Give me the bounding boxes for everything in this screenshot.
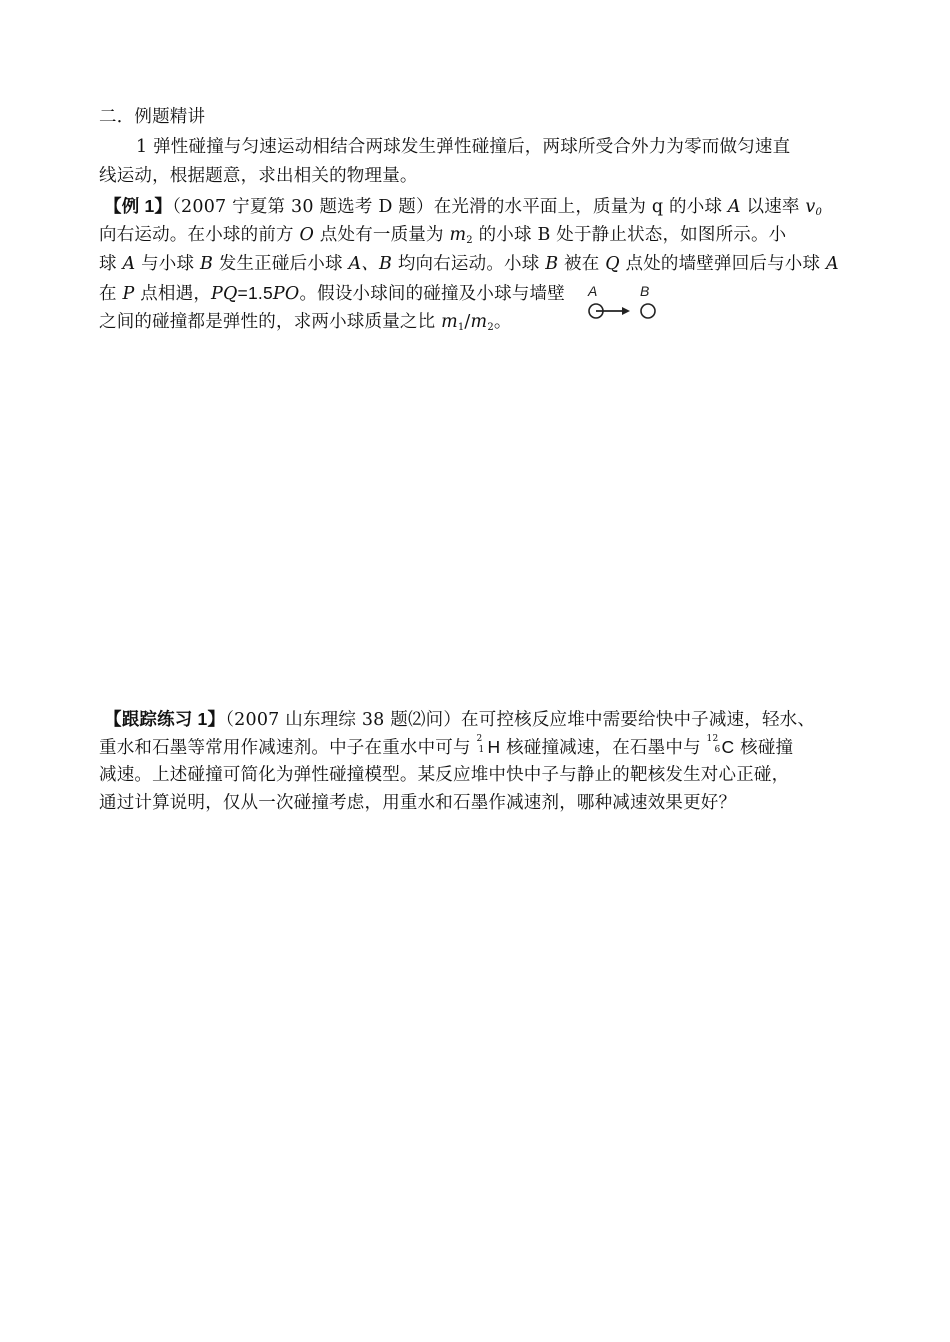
isotope-mass: 2 xyxy=(476,734,483,744)
equation-value: =1.5 xyxy=(237,283,273,303)
symbol-po: PO xyxy=(272,284,300,304)
text-segment: 均向右运动。小球 xyxy=(392,254,546,274)
practice1-line-1 xyxy=(104,706,815,733)
text-segment: 核碰撞 xyxy=(734,738,794,758)
symbol-p: P xyxy=(122,284,135,304)
isotope-h-scripts xyxy=(476,734,487,757)
text-segment: 重水和石墨等常用作减速剂。中子在重水中可与 xyxy=(99,738,477,758)
element-h: H xyxy=(487,737,501,757)
text-segment: 球 xyxy=(99,254,123,274)
symbol-a: A xyxy=(122,254,136,274)
isotope-mass: 12 xyxy=(706,734,719,744)
symbol-b: B xyxy=(545,254,559,274)
text-segment: 发生正碰后小球 xyxy=(213,254,349,274)
practice1-line-3: 减速。上述碰撞可简化为弹性碰撞模型。某反应堆中快中子与静止的靶核发生对心正碰， xyxy=(99,765,790,785)
text-segment: 向右运动。在小球的前方 xyxy=(99,225,300,245)
symbol-m: m xyxy=(441,312,458,332)
example1-line-4 xyxy=(99,280,565,307)
symbol-v: v xyxy=(805,197,816,217)
practice1-line-2 xyxy=(99,734,793,761)
text-segment: 点处有一质量为 xyxy=(314,225,450,245)
practice1-line-4: 通过计算说明，仅从一次碰撞考虑，用重水和石墨作减速剂，哪种减速效果更好？ xyxy=(99,793,737,813)
figure-label-b: B xyxy=(640,283,650,299)
symbol-pq: PQ xyxy=(211,284,238,304)
symbol-subscript: 0 xyxy=(815,207,823,218)
element-c: C xyxy=(721,737,735,757)
ball-b xyxy=(641,304,655,318)
example1-label: 【例 1】 xyxy=(104,196,173,216)
text-segment: 在光滑的水平面上，质量为 q 的小球 xyxy=(433,197,728,217)
text-segment: 。 xyxy=(493,312,512,332)
symbol-subscript: 2 xyxy=(487,322,494,333)
text-segment: 。假设小球间的碰撞及小球与墙壁 xyxy=(299,284,565,304)
text-segment: 被在 xyxy=(558,254,606,274)
example1-line-3 xyxy=(99,251,839,277)
arrow-head-icon xyxy=(622,307,630,315)
figure-label-a: A xyxy=(588,283,598,299)
symbol-a: A xyxy=(727,197,741,217)
intro-line-2: 线运动，根据题意，求出相关的物理量。 xyxy=(99,166,418,186)
isotope-c-scripts xyxy=(706,734,722,757)
example1-line-2 xyxy=(99,222,786,254)
text-segment: （2007 山东理综 38 题⑵问）在可控核反应堆中需要给快中子减速，轻水、 xyxy=(225,710,816,730)
symbol-m: m xyxy=(470,312,488,332)
collision-figure xyxy=(584,283,664,323)
section-heading: 二．例题精讲 xyxy=(99,107,206,127)
symbol-subscript: 2 xyxy=(466,235,473,246)
symbol-slash: / xyxy=(464,312,471,332)
text-segment: 与小球 xyxy=(135,254,200,274)
symbol-subscript: 1 xyxy=(457,322,465,333)
symbol-m: m xyxy=(449,225,467,245)
isotope-number: 1 xyxy=(478,745,485,755)
text-segment: 在 xyxy=(99,284,123,304)
text-segment: 点处的墙壁弹回后与小球 xyxy=(619,254,826,274)
symbol-q: Q xyxy=(605,254,620,274)
text-segment: 以速率 xyxy=(740,197,806,217)
example1-source: （2007 宁夏第 30 题选考 D 题） xyxy=(172,197,434,217)
practice1-label: 【跟踪练习 1】 xyxy=(104,709,226,729)
text-segment: 的小球 B 处于静止状态，如图所示。小 xyxy=(472,225,787,245)
symbol-o: O xyxy=(299,225,315,245)
text-segment: 之间的碰撞都是弹性的，求两小球质量之比 xyxy=(99,312,442,332)
example1-line-5 xyxy=(99,309,512,341)
symbol-a: A xyxy=(825,254,839,274)
text-segment: 点相遇， xyxy=(134,284,212,304)
intro-line-1: 1 弹性碰撞与匀速运动相结合两球发生弹性碰撞后，两球所受合外力为零而做匀速直 xyxy=(136,137,791,157)
symbol-b: B xyxy=(199,254,214,274)
text-segment: 核碰撞减速，在石墨中与 xyxy=(500,738,707,758)
symbol-ab: A、B xyxy=(348,254,393,274)
isotope-number: 6 xyxy=(714,745,721,755)
